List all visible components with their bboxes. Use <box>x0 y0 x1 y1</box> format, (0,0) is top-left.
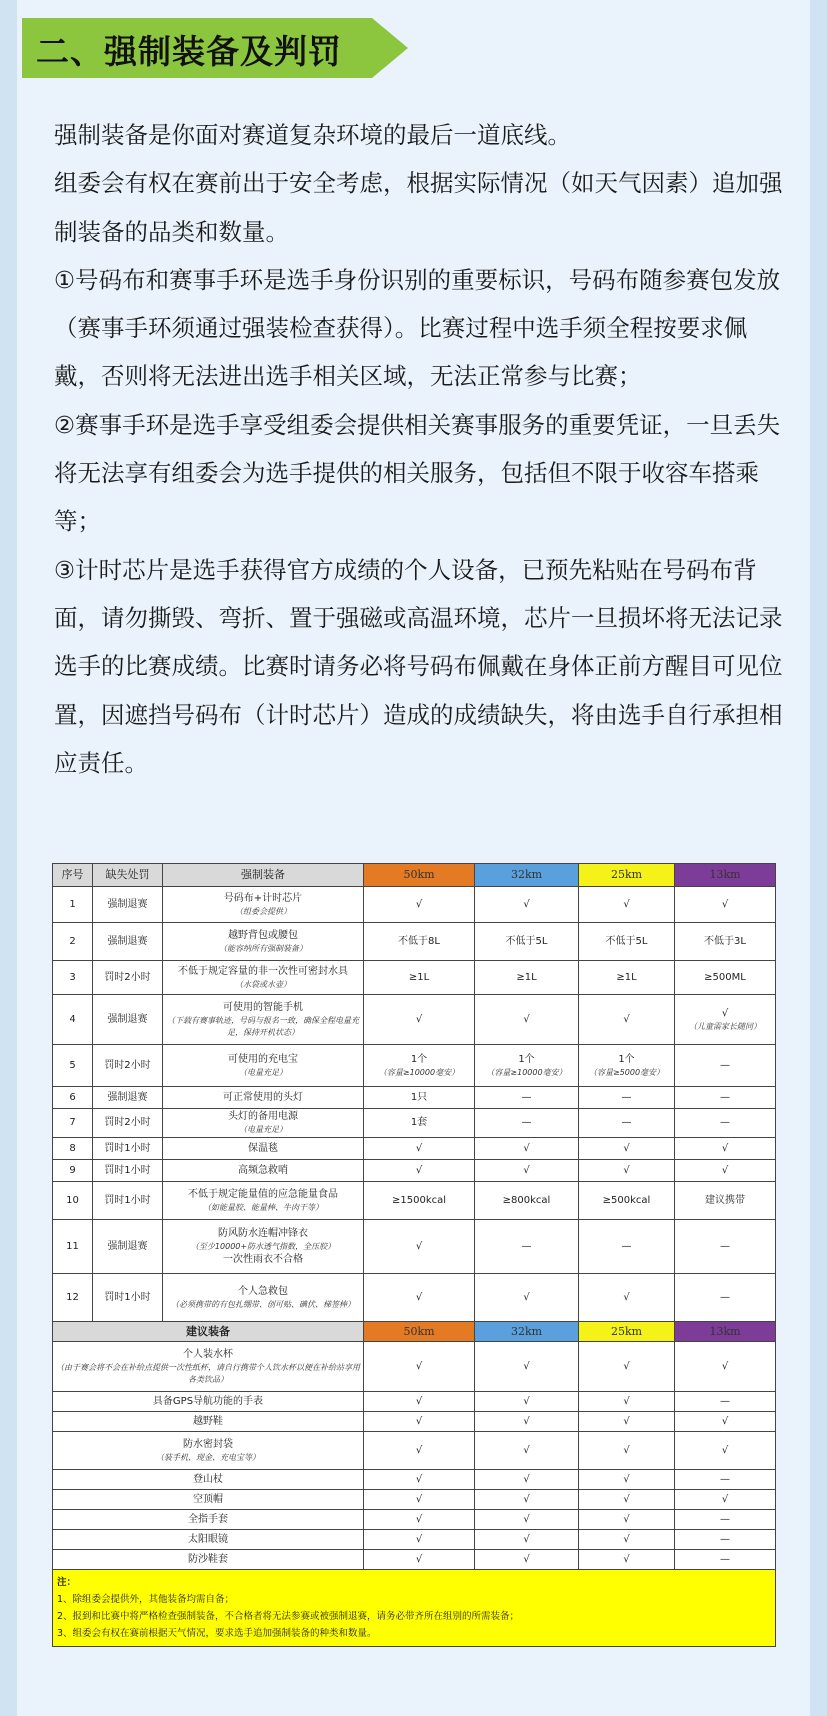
equipment-name: 可使用的充电宝 <box>228 1053 298 1065</box>
table-row <box>53 1490 776 1510</box>
requirement-cell <box>579 995 675 1045</box>
equipment-name: 登山杖 <box>193 1473 223 1485</box>
equipment-name: 全指手套 <box>188 1513 228 1525</box>
table-row <box>53 1220 776 1274</box>
equipment-note: （装手机、现金、充电宝等） <box>156 1452 260 1462</box>
requirement-value: √ <box>721 1142 729 1154</box>
equipment-name: 防风防水连帽冲锋衣 <box>218 1227 308 1239</box>
suggested-equipment <box>53 1550 364 1570</box>
equipment-note: （至少10000+防水透气指数，全压胶） <box>190 1241 336 1251</box>
equipment-name: 高频急救哨 <box>238 1164 288 1176</box>
requirement-cell <box>364 887 475 923</box>
equipment-name: 不低于规定容量的非一次性可密封水具 <box>178 965 348 977</box>
row-number: 12 <box>53 1274 93 1322</box>
requirement-value: 1只 <box>410 1091 428 1103</box>
row-number: 11 <box>53 1220 93 1274</box>
requirement-value: √ <box>475 1550 579 1570</box>
row-equipment <box>163 1160 364 1182</box>
section-title: 二、强制装备及判罚 <box>36 32 342 71</box>
requirement-cell <box>475 1182 579 1220</box>
requirement-cell <box>475 961 579 995</box>
requirement-value: √ <box>364 1432 475 1470</box>
header-50km: 50km <box>364 864 475 887</box>
requirement-cell <box>675 961 776 995</box>
equipment-name: 号码布+计时芯片 <box>223 892 303 904</box>
requirement-value: √ <box>721 1007 729 1019</box>
requirement-value: 1个 <box>518 1053 535 1065</box>
equipment-name: 个人急救包 <box>238 1285 288 1297</box>
row-equipment <box>163 923 364 961</box>
requirement-value: √ <box>364 1490 475 1510</box>
requirement-value: √ <box>675 1490 776 1510</box>
requirement-value: — <box>675 1530 776 1550</box>
requirement-value: 建议携带 <box>705 1194 745 1206</box>
equipment-name: 太阳眼镜 <box>188 1533 228 1545</box>
requirement-value: √ <box>475 1490 579 1510</box>
equipment-name: 保温毯 <box>248 1142 278 1154</box>
requirement-cell <box>475 1087 579 1109</box>
suggested-distance-header: 25km <box>579 1322 675 1342</box>
section-banner <box>22 18 408 78</box>
row-equipment <box>163 1182 364 1220</box>
requirement-cell <box>675 1045 776 1087</box>
equipment-name: 防水密封袋 <box>183 1438 233 1450</box>
requirement-cell <box>675 923 776 961</box>
requirement-cell <box>364 923 475 961</box>
equipment-name: 可正常使用的头灯 <box>223 1091 303 1103</box>
equipment-note: （由于赛会将不会在补给点提供一次性纸杯，请自行携带个人饮水杯以便在补给站享用各类饮品） <box>56 1362 360 1384</box>
requirement-value: √ <box>415 1240 423 1252</box>
equipment-name: 可使用的智能手机 <box>223 1001 303 1013</box>
requirement-value: √ <box>623 1164 630 1176</box>
equipment-name: 越野背包或腰包 <box>228 929 298 941</box>
note-line: 3、组委会有权在赛前根据天气情况，要求选手追加强制装备的种类和数量。 <box>57 1628 377 1639</box>
requirement-value: ≥1L <box>616 971 637 983</box>
row-equipment <box>163 1045 364 1087</box>
header-25km: 25km <box>579 864 675 887</box>
requirement-value: √ <box>579 1470 675 1490</box>
row-equipment <box>163 1087 364 1109</box>
requirement-cell <box>675 1182 776 1220</box>
requirement-note: （容量≥10000毫安） <box>378 1067 460 1077</box>
requirement-value: — <box>675 1470 776 1490</box>
requirement-cell <box>675 1220 776 1274</box>
requirement-cell <box>579 1045 675 1087</box>
suggested-distance-header: 32km <box>475 1322 579 1342</box>
table-row <box>53 1087 776 1109</box>
table-row <box>53 1550 776 1570</box>
row-number: 4 <box>53 995 93 1045</box>
requirement-value: ≥500kcal <box>602 1194 651 1206</box>
requirement-value: √ <box>579 1342 675 1392</box>
requirement-cell <box>364 1109 475 1138</box>
requirement-cell <box>475 1274 579 1322</box>
requirement-cell <box>475 1220 579 1274</box>
requirement-value: ≥1L <box>516 971 537 983</box>
requirement-value: √ <box>364 1470 475 1490</box>
requirement-cell <box>579 1274 675 1322</box>
requirement-value: — <box>621 1117 632 1128</box>
table-header-row <box>53 864 776 887</box>
row-equipment <box>163 887 364 923</box>
requirement-cell <box>675 995 776 1045</box>
notes-title: 注： <box>57 1577 77 1588</box>
requirement-value: √ <box>475 1392 579 1412</box>
table-row <box>53 995 776 1045</box>
requirement-cell <box>675 1109 776 1138</box>
requirement-cell <box>364 995 475 1045</box>
notes-row <box>53 1570 776 1647</box>
row-penalty: 罚时2小时 <box>93 961 163 995</box>
requirement-value: √ <box>579 1550 675 1570</box>
row-penalty: 罚时1小时 <box>93 1138 163 1160</box>
requirement-value: √ <box>579 1392 675 1412</box>
requirement-value: — <box>720 1240 730 1252</box>
row-penalty: 强制退赛 <box>93 1220 163 1274</box>
header-no: 序号 <box>53 864 93 887</box>
suggested-equipment <box>53 1392 364 1412</box>
intro-paragraph: ②赛事手环是选手享受组委会提供相关赛事服务的重要凭证，一旦丢失将无法享有组委会为选手提供的相关服务，包括但不限于收容车搭乘等； <box>54 410 781 536</box>
requirement-value: — <box>675 1392 776 1412</box>
requirement-value: — <box>521 1091 532 1103</box>
requirement-value: √ <box>675 1412 776 1432</box>
requirement-value: ≥500ML <box>704 971 746 983</box>
equipment-note: （电量充足） <box>239 1067 287 1077</box>
requirement-cell <box>364 1182 475 1220</box>
table-row <box>53 1160 776 1182</box>
row-equipment <box>163 961 364 995</box>
requirement-cell <box>475 887 579 923</box>
table-row <box>53 887 776 923</box>
requirement-value: √ <box>364 1550 475 1570</box>
requirement-value: √ <box>579 1490 675 1510</box>
requirement-value: 不低于3L <box>704 935 746 947</box>
requirement-value: ≥800kcal <box>502 1194 551 1206</box>
row-penalty: 罚时2小时 <box>93 1045 163 1087</box>
requirement-value: — <box>720 1059 730 1071</box>
row-number: 2 <box>53 923 93 961</box>
row-penalty: 强制退赛 <box>93 923 163 961</box>
header-equipment: 强制装备 <box>163 864 364 887</box>
requirement-value: √ <box>623 1013 630 1025</box>
requirement-value: — <box>621 1240 632 1252</box>
row-equipment <box>163 995 364 1045</box>
requirement-value: √ <box>623 1291 630 1303</box>
equipment-name: 空顶帽 <box>193 1493 223 1505</box>
table-row <box>53 1432 776 1470</box>
intro-paragraph: ③计时芯片是选手获得官方成绩的个人设备，已预先粘贴在号码布背面，请勿撕毁、弯折、置于强磁或高温环境，芯片一旦损坏将无法记录选手的比赛成绩。比赛时请务必将号码布佩戴在身体正前方醒目可见位置，因遮挡号码布（计时芯片）造成的成绩缺失，将由选手自行承担相应责任。 <box>54 555 783 777</box>
requirement-value: — <box>621 1091 632 1103</box>
table-row <box>53 1530 776 1550</box>
requirement-cell <box>675 1087 776 1109</box>
requirement-cell <box>579 887 675 923</box>
requirement-cell <box>675 887 776 923</box>
suggested-header: 建议装备 <box>53 1322 364 1342</box>
table-row <box>53 1392 776 1412</box>
suggested-equipment <box>53 1470 364 1490</box>
requirement-value: √ <box>523 1142 530 1154</box>
table-row <box>53 1412 776 1432</box>
suggested-body <box>53 1322 776 1570</box>
header-32km: 32km <box>475 864 579 887</box>
equipment-name: 防沙鞋套 <box>188 1553 228 1565</box>
requirement-value: √ <box>475 1412 579 1432</box>
table-row <box>53 961 776 995</box>
requirement-value: √ <box>475 1530 579 1550</box>
requirement-value: — <box>675 1550 776 1570</box>
requirement-cell <box>364 1160 475 1182</box>
mandatory-body <box>53 887 776 1322</box>
requirement-cell <box>475 1138 579 1160</box>
row-number: 3 <box>53 961 93 995</box>
row-equipment <box>163 1138 364 1160</box>
intro-paragraph: 组委会有权在赛前出于安全考虑，根据实际情况（如天气因素）追加强制装备的品类和数量。 <box>54 169 783 246</box>
requirement-value: √ <box>364 1412 475 1432</box>
requirement-value: 不低于5L <box>505 935 548 947</box>
requirement-note: （容量≥5000毫安） <box>588 1067 665 1077</box>
requirement-cell <box>364 1138 475 1160</box>
row-penalty: 罚时1小时 <box>93 1160 163 1182</box>
row-number: 1 <box>53 887 93 923</box>
requirement-value: √ <box>364 1510 475 1530</box>
equipment-note: （组委会提供） <box>235 906 291 916</box>
note-line: 1、除组委会提供外，其他装备均需自备； <box>57 1594 235 1605</box>
requirement-value: — <box>720 1091 730 1103</box>
requirement-cell <box>579 1109 675 1138</box>
requirement-value: — <box>720 1117 730 1128</box>
row-number: 8 <box>53 1138 93 1160</box>
requirement-cell <box>475 1045 579 1087</box>
row-number: 6 <box>53 1087 93 1109</box>
equipment-name: 越野鞋 <box>193 1415 223 1427</box>
header-13km: 13km <box>675 864 776 887</box>
row-equipment <box>163 1274 364 1322</box>
requirement-value: √ <box>415 1013 423 1025</box>
requirement-value: √ <box>623 1142 630 1154</box>
requirement-value: √ <box>523 898 530 910</box>
requirement-value: √ <box>579 1530 675 1550</box>
requirement-value: 不低于8L <box>398 935 440 947</box>
suggested-equipment <box>53 1510 364 1530</box>
row-penalty: 强制退赛 <box>93 887 163 923</box>
intro-text <box>54 111 784 787</box>
requirement-value: ≥1500kcal <box>391 1194 447 1206</box>
table-row <box>53 1342 776 1392</box>
requirement-cell <box>579 1220 675 1274</box>
requirement-cell <box>579 1087 675 1109</box>
requirement-value: √ <box>523 1291 530 1303</box>
equipment-name: 头灯的备用电源 <box>228 1111 298 1122</box>
equipment-extra: 一次性雨衣不合格 <box>223 1253 303 1265</box>
requirement-value: √ <box>579 1412 675 1432</box>
row-penalty: 罚时1小时 <box>93 1274 163 1322</box>
suggested-distance-header: 13km <box>675 1322 776 1342</box>
requirement-cell <box>579 961 675 995</box>
table-row <box>53 1138 776 1160</box>
requirement-value: √ <box>579 1432 675 1470</box>
requirement-cell <box>475 1109 579 1138</box>
requirement-value: — <box>521 1240 532 1252</box>
requirement-note: （容量≥10000毫安） <box>486 1067 567 1077</box>
requirement-cell <box>364 1220 475 1274</box>
requirement-cell <box>675 1274 776 1322</box>
table-row <box>53 1470 776 1490</box>
requirement-value: √ <box>721 1164 729 1176</box>
suggested-equipment <box>53 1412 364 1432</box>
requirement-value: √ <box>675 1432 776 1470</box>
requirement-value: 不低于5L <box>605 935 648 947</box>
requirement-value: — <box>720 1291 730 1303</box>
row-penalty: 罚时1小时 <box>93 1182 163 1220</box>
row-penalty: 强制退赛 <box>93 1087 163 1109</box>
requirement-cell <box>475 995 579 1045</box>
suggested-equipment <box>53 1530 364 1550</box>
table-row <box>53 1182 776 1220</box>
requirement-value: 1套 <box>410 1117 428 1128</box>
requirement-value: √ <box>579 1510 675 1530</box>
requirement-cell <box>364 1045 475 1087</box>
requirement-value: √ <box>415 1164 423 1176</box>
requirement-note: （儿童需家长随同） <box>689 1021 761 1031</box>
notes-cell <box>53 1570 776 1647</box>
equipment-name: 具备GPS导航功能的手表 <box>152 1395 264 1407</box>
row-penalty: 强制退赛 <box>93 995 163 1045</box>
requirement-cell <box>475 923 579 961</box>
requirement-value: 1个 <box>410 1053 428 1065</box>
requirement-value: — <box>521 1117 532 1128</box>
requirement-value: √ <box>623 898 630 910</box>
row-number: 7 <box>53 1109 93 1138</box>
requirement-value: √ <box>364 1342 475 1392</box>
requirement-value: √ <box>364 1530 475 1550</box>
requirement-cell <box>675 1138 776 1160</box>
intro-paragraph: 强制装备是你面对赛道复杂环境的最后一道底线。 <box>54 121 571 149</box>
requirement-value: √ <box>364 1392 475 1412</box>
requirement-value: √ <box>415 1142 423 1154</box>
equipment-note: （能容纳所有强制装备） <box>219 943 307 953</box>
requirement-value: 1个 <box>618 1053 635 1065</box>
table-row <box>53 1274 776 1322</box>
row-equipment <box>163 1109 364 1138</box>
requirement-value: √ <box>475 1470 579 1490</box>
equipment-name: 个人装水杯 <box>183 1348 233 1360</box>
requirement-value: ≥1L <box>408 971 430 983</box>
requirement-value: √ <box>415 898 423 910</box>
requirement-value: √ <box>523 1013 530 1025</box>
row-number: 9 <box>53 1160 93 1182</box>
requirement-cell <box>364 961 475 995</box>
requirement-value: √ <box>475 1510 579 1530</box>
equipment-note: （必须携带的有包扎绷带、创可贴、碘伏、梯签棒） <box>171 1299 355 1309</box>
row-equipment <box>163 1220 364 1274</box>
requirement-cell <box>579 1182 675 1220</box>
suggested-distance-header: 50km <box>364 1322 475 1342</box>
requirement-value: √ <box>415 1291 423 1303</box>
equipment-note: （电量充足） <box>239 1125 287 1134</box>
requirement-value: √ <box>675 1342 776 1392</box>
suggested-equipment <box>53 1432 364 1470</box>
equipment-note: （水袋或水壶） <box>235 979 291 989</box>
requirement-value: √ <box>475 1432 579 1470</box>
table-row <box>53 1510 776 1530</box>
requirement-cell <box>579 1160 675 1182</box>
equipment-table <box>52 863 776 1647</box>
requirement-value: — <box>675 1510 776 1530</box>
table-row <box>53 1109 776 1138</box>
requirement-value: √ <box>721 898 729 910</box>
requirement-cell <box>675 1160 776 1182</box>
row-number: 10 <box>53 1182 93 1220</box>
equipment-table-wrap <box>52 863 775 1647</box>
equipment-note: （如能量胶、能量棒、牛肉干等） <box>203 1202 323 1212</box>
intro-paragraph: ①号码布和赛事手环是选手身份识别的重要标识，号码布随参赛包发放（赛事手环须通过强装检查获得）。比赛过程中选手须全程按要求佩戴，否则将无法进出选手相关区域，无法正常参与比赛； <box>54 265 781 391</box>
header-penalty: 缺失处罚 <box>93 864 163 887</box>
row-penalty: 罚时2小时 <box>93 1109 163 1138</box>
requirement-cell <box>579 923 675 961</box>
suggested-equipment <box>53 1490 364 1510</box>
requirement-cell <box>475 1160 579 1182</box>
requirement-value: √ <box>475 1342 579 1392</box>
equipment-note: （下载有赛事轨迹，号码与报名一致，确保全程电量充足，保持开机状态） <box>167 1015 359 1037</box>
table-row <box>53 1045 776 1087</box>
equipment-name: 不低于规定能量值的应急能量食品 <box>188 1188 338 1200</box>
suggested-equipment <box>53 1342 364 1392</box>
requirement-cell <box>364 1274 475 1322</box>
note-line: 2、报到和比赛中将严格检查强制装备，不合格者将无法参赛或被强制退赛，请务必带齐所在组别的所需装备； <box>57 1611 520 1622</box>
requirement-cell <box>364 1087 475 1109</box>
requirement-value: √ <box>523 1164 530 1176</box>
requirement-cell <box>579 1138 675 1160</box>
table-row <box>53 923 776 961</box>
suggested-header-row <box>53 1322 776 1342</box>
row-number: 5 <box>53 1045 93 1087</box>
